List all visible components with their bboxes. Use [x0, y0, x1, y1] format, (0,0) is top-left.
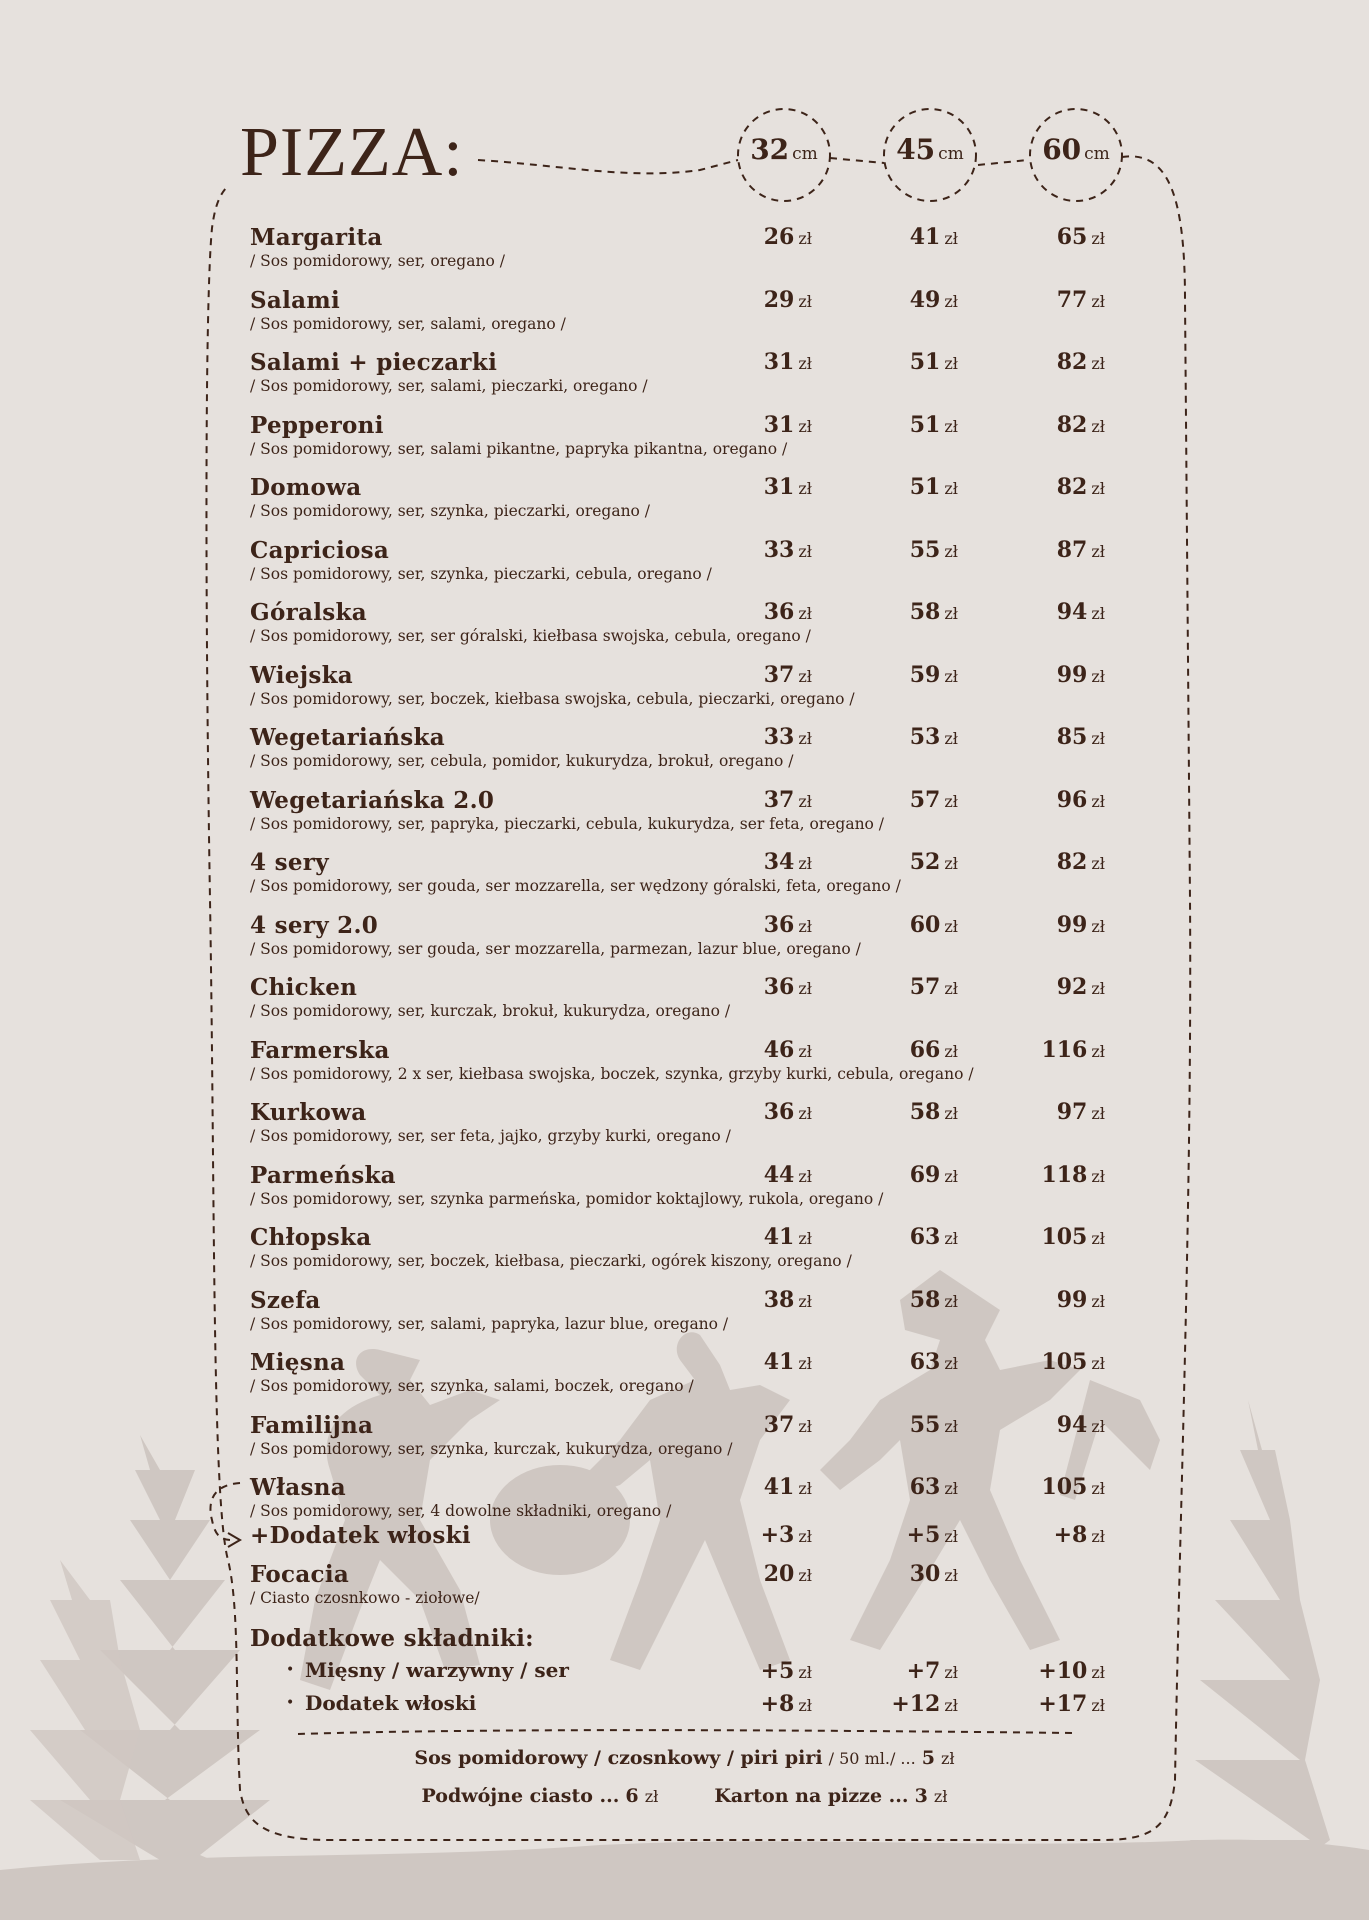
item-price-45: 55 zł — [909, 1411, 958, 1438]
item-price-45: 51 zł — [909, 411, 958, 438]
item-price-45: 58 zł — [909, 1099, 958, 1125]
extras-title: Dodatkowe składniki: — [250, 1625, 534, 1652]
item-price-32: 37 zł — [763, 1411, 812, 1438]
item-price-32: 26 zł — [763, 224, 812, 250]
item-description: / Sos pomidorowy, 2 x ser, kiełbasa swojska, boczek, szynka, grzyby kurki, cebula, oregano / — [250, 1064, 974, 1083]
menu-item — [250, 1226, 1120, 1286]
sauce-label: Sos pomidorowy / czosnkowy / piri piri — [414, 1747, 823, 1769]
menu-item — [250, 1036, 1120, 1099]
sauce-price: 5 — [921, 1747, 935, 1769]
menu-item — [250, 1101, 1120, 1161]
item-price-45: 63 zł — [909, 1349, 958, 1375]
extras-price-60: +10 zł — [1038, 1658, 1105, 1684]
item-description: / Sos pomidorowy, ser, salami, pieczarki, oregano / — [250, 377, 648, 395]
item-name: Parmeńska — [250, 1161, 396, 1189]
item-price-60: 94 zł — [1056, 599, 1105, 625]
menu-item — [250, 536, 1120, 599]
extras-row — [250, 1660, 1120, 1688]
currency: zł — [941, 1749, 955, 1768]
item-description: / Sos pomidorowy, ser, 4 dowolne składniki, oregano / — [250, 1502, 672, 1520]
item-name: Własna — [250, 1474, 346, 1501]
item-price-32: 31 zł — [763, 474, 812, 500]
item-price-45: 30 zł — [909, 1561, 958, 1587]
item-price-60: 82 zł — [1056, 474, 1105, 500]
item-description: / Sos pomidorowy, ser, szynka, pieczarki, oregano / — [250, 502, 651, 520]
item-price-45: 60 zł — [909, 911, 958, 938]
item-price-32: 36 zł — [763, 1099, 812, 1125]
item-price-32: 34 zł — [763, 849, 812, 875]
extras-price-45: +12 zł — [891, 1691, 958, 1717]
menu-item — [250, 286, 1120, 349]
item-price-60: 96 zł — [1056, 786, 1105, 813]
menu-item — [250, 411, 1120, 474]
currency: zł — [933, 1787, 948, 1806]
item-price-45: 53 zł — [909, 724, 958, 750]
menu-item — [250, 1286, 1120, 1349]
item-name: Familijna — [250, 1411, 374, 1439]
item-name: 4 sery — [250, 849, 329, 876]
item-price-32: 37 zł — [763, 786, 812, 813]
item-price-45: 41 zł — [909, 224, 958, 250]
item-price-45: 66 zł — [909, 1036, 958, 1063]
item-name: Salami — [250, 286, 341, 314]
item-name: 4 sery 2.0 — [250, 911, 379, 939]
menu-item — [250, 786, 1120, 849]
item-price-60: 94 zł — [1056, 1411, 1105, 1438]
dough-price: 6 — [625, 1785, 639, 1807]
item-price-60: 105 zł — [1041, 1349, 1105, 1375]
item-price-32: 36 zł — [763, 974, 812, 1000]
menu-item — [250, 851, 1120, 911]
extras-price-60: +17 zł — [1038, 1691, 1105, 1717]
item-name: Margarita — [250, 224, 383, 251]
menu-item — [250, 1161, 1120, 1224]
item-description: / Sos pomidorowy, ser, salami, papryka, lazur blue, oregano / — [250, 1314, 729, 1333]
item-price-60: +8 zł — [1053, 1522, 1105, 1548]
item-description: / Sos pomidorowy, ser, szynka, salami, boczek, oregano / — [250, 1377, 694, 1395]
item-price-32: 36 zł — [763, 599, 812, 625]
item-description: / Sos pomidorowy, ser, oregano / — [250, 252, 505, 270]
item-name: Wiejska — [250, 661, 354, 689]
item-price-45: 52 zł — [909, 849, 958, 875]
item-price-32: 36 zł — [763, 911, 812, 938]
item-price-32: 38 zł — [763, 1286, 812, 1313]
item-name: Farmerska — [250, 1036, 390, 1064]
bullet: • — [286, 1662, 295, 1678]
item-price-45: 69 zł — [909, 1161, 958, 1188]
page-title: PIZZA: — [240, 114, 464, 191]
item-description: / Sos pomidorowy, ser, boczek, kiełbasa swojska, cebula, pieczarki, oregano / — [250, 689, 855, 708]
item-price-60: 87 zł — [1056, 536, 1105, 563]
extras-price-32: +8 zł — [760, 1691, 812, 1717]
extras-row — [250, 1693, 1120, 1721]
item-name: Góralska — [250, 599, 367, 626]
item-price-45: 57 zł — [909, 786, 958, 813]
item-price-32: +3 zł — [760, 1522, 812, 1548]
box-label: Karton na pizze ... — [714, 1785, 909, 1807]
menu-item — [250, 661, 1120, 724]
item-description: / Sos pomidorowy, ser, boczek, kiełbasa, pieczarki, ogórek kiszony, oregano / — [250, 1252, 852, 1270]
item-name: Capriciosa — [250, 536, 390, 564]
menu-item — [250, 1411, 1120, 1474]
item-price-32: 44 zł — [763, 1161, 812, 1188]
ground-silhouette — [0, 1840, 1369, 1920]
dough-label: Podwójne ciasto ... — [421, 1785, 620, 1807]
item-description: / Sos pomidorowy, ser, papryka, pieczarki, cebula, kukurydza, ser feta, oregano / — [250, 814, 885, 833]
item-price-45: 51 zł — [909, 474, 958, 500]
item-price-45: 49 zł — [909, 286, 958, 313]
menu-item — [250, 1563, 1120, 1623]
item-price-32: 31 zł — [763, 349, 812, 375]
item-price-60: 77 zł — [1056, 286, 1105, 313]
item-description: / Sos pomidorowy, ser gouda, ser mozzarella, parmezan, lazur blue, oregano / — [250, 939, 861, 958]
item-price-60: 118 zł — [1041, 1161, 1105, 1188]
curved-arrow-line — [210, 1483, 240, 1540]
bullet: • — [286, 1695, 295, 1711]
item-price-32: 41 zł — [763, 1474, 812, 1500]
item-price-45: 58 zł — [909, 599, 958, 625]
size-32-label: 32 cm — [750, 133, 818, 166]
menu-item — [250, 601, 1120, 661]
item-price-32: 41 zł — [763, 1349, 812, 1375]
currency: zł — [644, 1787, 659, 1806]
item-price-60: 105 zł — [1041, 1474, 1105, 1500]
item-description: / Sos pomidorowy, ser, cebula, pomidor, kukurydza, brokuł, oregano / — [250, 752, 794, 770]
item-price-60: 82 zł — [1056, 849, 1105, 875]
item-description: / Sos pomidorowy, ser, szynka, kurczak, kukurydza, oregano / — [250, 1439, 733, 1458]
item-name: Pepperoni — [250, 411, 384, 439]
extras-label: Dodatek włoski — [305, 1691, 477, 1715]
item-description: / Sos pomidorowy, ser gouda, ser mozzarella, ser wędzony góralski, feta, oregano / — [250, 877, 901, 895]
item-name: Mięsna — [250, 1349, 346, 1376]
item-price-45: 63 zł — [909, 1224, 958, 1250]
size-60-label: 60 cm — [1042, 133, 1110, 166]
item-price-45: 55 zł — [909, 536, 958, 563]
item-description: / Sos pomidorowy, ser, ser feta, jajko, grzyby kurki, oregano / — [250, 1127, 731, 1145]
item-price-45: 58 zł — [909, 1286, 958, 1313]
item-price-32: 31 zł — [763, 411, 812, 438]
item-name: Salami + pieczarki — [250, 349, 498, 376]
extras-price-32: +5 zł — [760, 1658, 812, 1684]
extras-price-45: +7 zł — [906, 1658, 958, 1684]
item-price-60: 116 zł — [1041, 1036, 1105, 1063]
item-name: Domowa — [250, 474, 362, 501]
item-price-32: 46 zł — [763, 1036, 812, 1063]
item-price-32: 33 zł — [763, 724, 812, 750]
box-price: 3 — [914, 1785, 928, 1807]
item-name: Chłopska — [250, 1224, 372, 1251]
menu-item — [250, 351, 1120, 411]
item-name: Wegetariańska — [250, 724, 445, 751]
item-price-60: 99 zł — [1056, 911, 1105, 938]
menu-item — [250, 226, 1120, 286]
item-price-60: 105 zł — [1041, 1224, 1105, 1250]
menu-item — [250, 1351, 1120, 1411]
item-name: Wegetariańska 2.0 — [250, 786, 495, 814]
item-price-45: 51 zł — [909, 349, 958, 375]
left-fir-tree-silhouette-2 — [30, 1560, 140, 1860]
footer-dough-box-line — [0, 1787, 1369, 1806]
item-description: / Sos pomidorowy, ser, salami pikantne, papryka pikantna, oregano / — [250, 439, 788, 458]
item-price-32: 33 zł — [763, 536, 812, 563]
item-price-60: 97 zł — [1056, 1099, 1105, 1125]
item-description: / Sos pomidorowy, ser, szynka, pieczarki, cebula, oregano / — [250, 564, 712, 583]
item-price-60: 82 zł — [1056, 349, 1105, 375]
item-price-60: 92 zł — [1056, 974, 1105, 1000]
size-45-label: 45 cm — [896, 133, 964, 166]
item-name: Szefa — [250, 1286, 321, 1314]
item-price-45: 59 zł — [909, 661, 958, 688]
item-price-45: 57 zł — [909, 974, 958, 1000]
menu-item — [250, 476, 1120, 536]
item-description: / Ciasto czosnkowo - ziołowe/ — [250, 1589, 480, 1607]
item-name: Chicken — [250, 974, 358, 1001]
menu-item — [250, 976, 1120, 1036]
item-description: / Sos pomidorowy, ser, kurczak, brokuł, kukurydza, oregano / — [250, 1002, 731, 1020]
extras-label: Mięsny / warzywny / ser — [305, 1658, 569, 1682]
item-price-60: 85 zł — [1056, 724, 1105, 750]
menu-item — [250, 726, 1120, 786]
item-name: +Dodatek włoski — [250, 1522, 471, 1549]
item-price-45: 63 zł — [909, 1474, 958, 1500]
item-price-60: 99 zł — [1056, 661, 1105, 688]
footer-sauce-line — [0, 1749, 1369, 1768]
item-name: Focacia — [250, 1561, 350, 1588]
menu-item — [250, 911, 1120, 974]
footer-separator-line — [298, 1730, 1075, 1734]
item-price-60: 99 zł — [1056, 1286, 1105, 1313]
item-description: / Sos pomidorowy, ser, salami, oregano / — [250, 314, 566, 333]
item-price-32: 37 zł — [763, 661, 812, 688]
item-price-60: 82 zł — [1056, 411, 1105, 438]
item-price-32: 29 zł — [763, 286, 812, 313]
sauce-volume: / 50 ml./ ... — [828, 1749, 916, 1768]
item-description: / Sos pomidorowy, ser, ser góralski, kiełbasa swojska, cebula, oregano / — [250, 627, 811, 645]
item-description: / Sos pomidorowy, ser, szynka parmeńska, pomidor koktajlowy, rukola, oregano / — [250, 1189, 884, 1208]
item-price-32: 41 zł — [763, 1224, 812, 1250]
item-price-32: 20 zł — [763, 1561, 812, 1587]
item-price-45: +5 zł — [906, 1522, 958, 1548]
item-name: Kurkowa — [250, 1099, 367, 1126]
item-price-60: 65 zł — [1056, 224, 1105, 250]
